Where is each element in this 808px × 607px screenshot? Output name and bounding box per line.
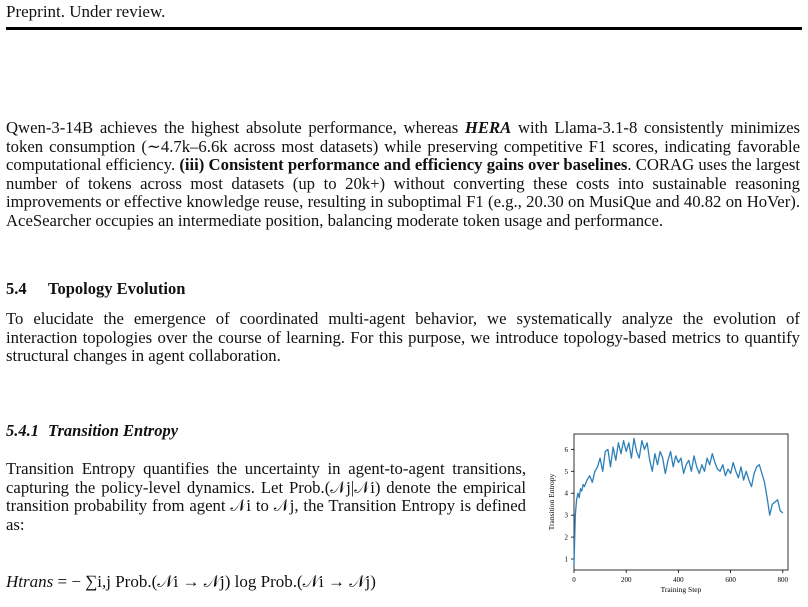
x-tick-label: 400 [673,576,684,584]
finding-iii-heading: (iii) Consistent performance and efficiency gains over baselines [179,155,628,175]
subsection-title: Transition Entropy [48,421,179,440]
topology-paragraph: To elucidate the emergence of coordinated multi-agent behavior, we systematically analyze the evolution of interaction topologies over the course of learning. For this purpose, we introduce topology-based metrics to quantify structural changes in agent collaboration. [6,309,800,366]
results-text-e: . CORAG uses the largest number of tokens across most datasets (up to 20k+) without converting these costs into sustainable reasoning improvements or effective knowledge reuse, resulting in suboptimal F1 (e.g., 20.30 on MusiQue and 40.82 on HoVer). AceSearcher occupies an intermediate position, balancing moderate token usage and performance. [6,155,801,230]
x-tick-label: 0 [572,576,576,584]
y-tick-label: 1 [564,555,568,564]
x-tick-label: 600 [725,576,736,584]
hera-name: HERA [464,118,512,137]
results-paragraph [6,119,800,231]
running-header: Preprint. Under review. [6,2,166,21]
entropy-equation [6,572,376,592]
y-tick-label: 4 [564,489,568,498]
header-rule [6,27,802,30]
y-tick-label: 2 [564,533,568,542]
y-tick-label: 6 [564,445,568,454]
section-title: Topology Evolution [48,279,186,298]
transition-entropy-chart [544,428,794,603]
results-text-c: with Llama-3.1-8 consistently minimizes token consumption (∼4.7k–6.6k across most datasets) while preserving competitive F1 scores, indicating favorable computational efficiency. [6,118,800,175]
results-text-a: Qwen-3-14B achieves the highest absolute performance, whereas [6,118,465,137]
section-heading [6,279,185,299]
subsection-heading [6,421,178,441]
x-axis-label: Training Step [660,585,702,594]
x-tick-label: 800 [777,576,789,584]
entropy-series-line [574,438,783,565]
x-tick-label: 200 [620,576,632,584]
equation-lhs: Htrans [6,572,54,591]
y-axis-label: Transition Entropy [547,473,556,531]
subsection-number: 5.4.1 [6,421,39,440]
y-tick-label: 5 [564,467,568,476]
entropy-paragraph: Transition Entropy quantifies the uncertainty in agent-to-agent transitions, capturing the policy-level dynamics. Let Prob.(𝒩j|𝒩i) denote the empirical transition probability from agent 𝒩i to 𝒩j, the Transition Entropy is defined as: [6,459,526,534]
y-tick-label: 3 [564,511,568,520]
plot-frame [574,434,788,570]
equation-rhs: = − ∑i,j Prob.(𝒩i → 𝒩j) log Prob.(𝒩i → 𝒩j) [53,572,376,591]
section-number: 5.4 [6,279,27,298]
